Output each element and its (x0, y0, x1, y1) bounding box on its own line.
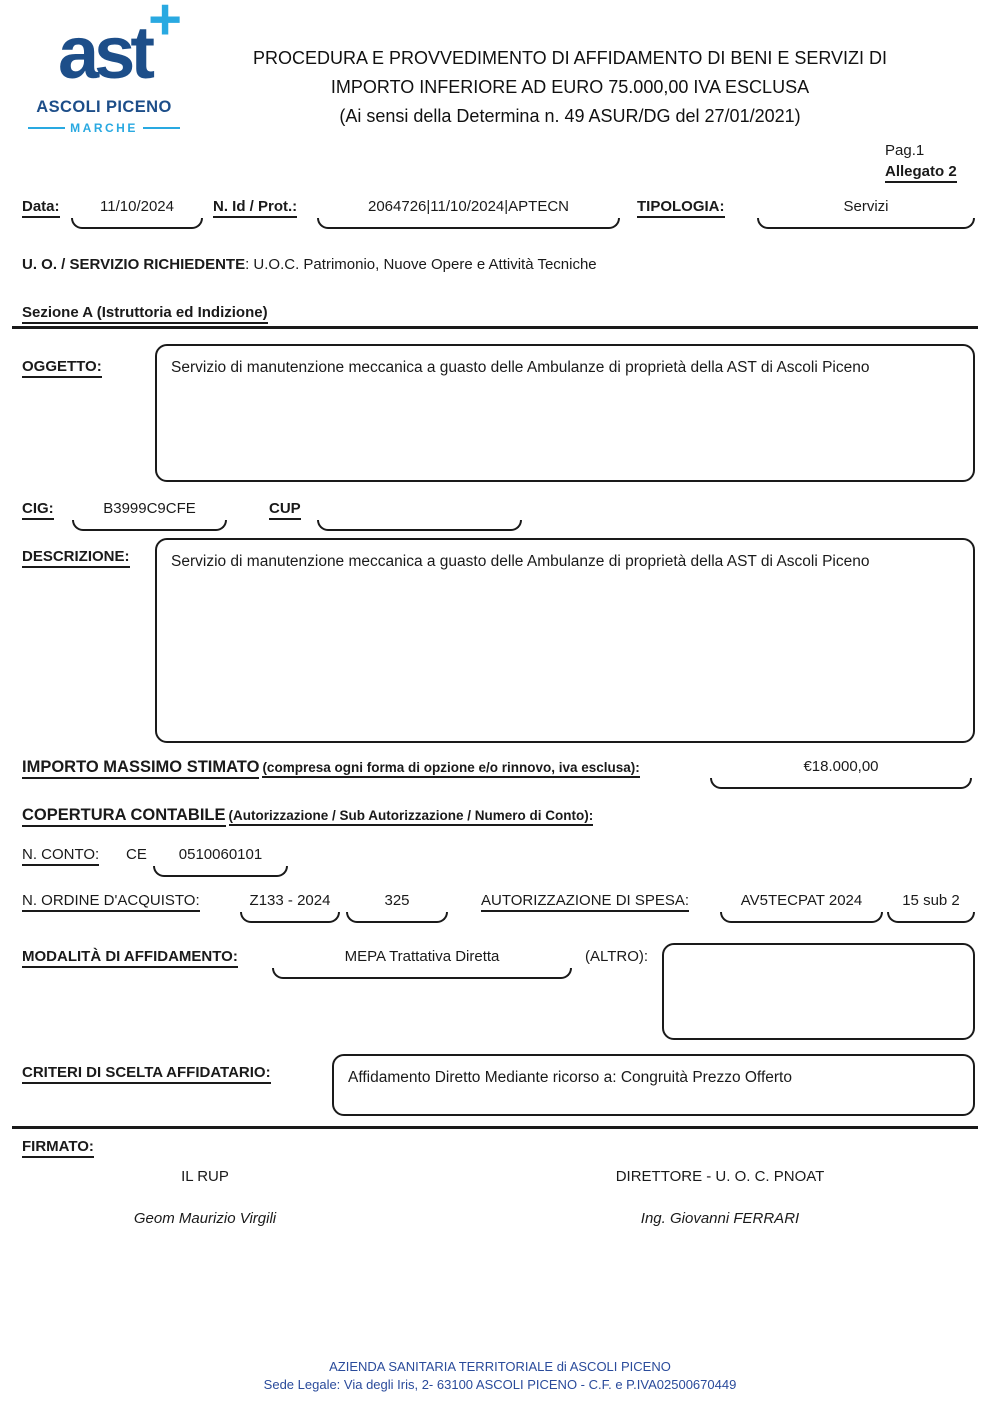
attachment-label: Allegato 2 (885, 163, 957, 180)
conto-field-bracket (153, 866, 288, 877)
data-field-bracket (71, 218, 203, 229)
logo-rule-right (143, 127, 180, 129)
tipologia-label: TIPOLOGIA: (637, 198, 725, 218)
criteri-label: CRITERI DI SCELTA AFFIDATARIO: (22, 1064, 271, 1084)
autorizzazione-field-2-bracket (887, 912, 975, 923)
modalita-field-bracket (272, 968, 572, 979)
cig-label: CIG: (22, 500, 54, 520)
altro-label: (ALTRO): (585, 948, 649, 965)
autorizzazione-field-1-bracket (720, 912, 883, 923)
cig-field: B3999C9CFE (72, 500, 227, 531)
ast-logo-text: ast (58, 11, 150, 94)
rup-role: IL RUP (181, 1168, 229, 1185)
rup-name: Geom Maurizio Virgili (133, 1210, 277, 1227)
firmato-label: FIRMATO: (22, 1138, 94, 1158)
altro-box (662, 943, 975, 1040)
cup-field-bracket (317, 520, 522, 531)
uo-line (22, 256, 597, 273)
logo-region-label (28, 121, 180, 135)
document-footer (0, 1358, 1000, 1394)
conto-label: N. CONTO: (22, 846, 99, 866)
cup-label: CUP (269, 500, 301, 520)
footer-line-1: AZIENDA SANITARIA TERRITORIALE di ASCOLI PICENO (329, 1359, 671, 1374)
copertura-labels (22, 806, 593, 825)
prot-label: N. Id / Prot.: (213, 198, 297, 218)
autorizzazione-label: AUTORIZZAZIONE DI SPESA: (481, 892, 689, 912)
title-line-2: IMPORTO INFERIORE AD EURO 75.000,00 IVA ESCLUSA (330, 77, 810, 97)
page-number: Pag.1 (885, 142, 925, 159)
modalita-field: MEPA Trattativa Diretta (272, 948, 572, 979)
footer-line-2: Sede Legale: Via degli Iris, 2- 63100 ASCOLI PICENO - C.F. e P.IVA02500670449 (263, 1377, 737, 1392)
oggetto-label: OGGETTO: (22, 358, 102, 378)
uo-label: U. O. / SERVIZIO RICHIEDENTE (22, 256, 246, 273)
prot-field: 2064726|11/10/2024|APTECN (317, 198, 620, 229)
oggetto-value: Servizio di manutenzione meccanica a guasto delle Ambulanze di proprietà della AST di Ascoli Piceno (171, 359, 870, 376)
importo-field-bracket (710, 778, 972, 789)
logo-rule-left (28, 127, 65, 129)
importo-label: IMPORTO MASSIMO STIMATO (22, 758, 259, 779)
document-title (185, 44, 955, 131)
prot-field-bracket (317, 218, 620, 229)
ast-logo-wordmark (28, 0, 182, 96)
criteri-value: Affidamento Diretto Mediante ricorso a: Congruità Prezzo Offerto (348, 1069, 792, 1086)
logo-region-text: MARCHE (70, 121, 138, 135)
modalita-label: MODALITÀ DI AFFIDAMENTO: (22, 948, 238, 968)
ordine-label: N. ORDINE D'ACQUISTO: (22, 892, 200, 912)
descrizione-box (155, 538, 975, 743)
plus-icon: + (148, 0, 182, 52)
conto-field: 0510060101 (153, 846, 288, 877)
ordine-field-1: Z133 - 2024 (240, 892, 340, 923)
logo-city-label: ASCOLI PICENO (36, 98, 172, 116)
direttore-name: Ing. Giovanni FERRARI (640, 1210, 800, 1227)
oggetto-box (155, 344, 975, 482)
cig-field-bracket (72, 520, 227, 531)
autorizzazione-field-2: 15 sub 2 (887, 892, 975, 923)
direttore-role: DIRETTORE - U. O. C. PNOAT (615, 1168, 825, 1185)
conto-prefix: CE (126, 846, 147, 863)
data-field: 11/10/2024 (71, 198, 203, 229)
section-a-divider (12, 326, 978, 329)
title-line-1: PROCEDURA E PROVVEDIMENTO DI AFFIDAMENTO DI BENI E SERVIZI DI (252, 48, 888, 68)
copertura-sublabel: (Autorizzazione / Sub Autorizzazione / Numero di Conto): (229, 808, 594, 826)
uo-value: : U.O.C. Patrimonio, Nuove Opere e Attività Tecniche (245, 256, 597, 273)
descrizione-value: Servizio di manutenzione meccanica a guasto delle Ambulanze di proprietà della AST di Ascoli Piceno (171, 553, 870, 570)
descrizione-label: DESCRIZIONE: (22, 548, 130, 568)
autorizzazione-field-1: AV5TECPAT 2024 (720, 892, 883, 923)
data-label: Data: (22, 198, 60, 218)
firmato-divider (12, 1126, 978, 1129)
tipologia-field-bracket (757, 218, 975, 229)
importo-labels (22, 758, 640, 777)
copertura-label: COPERTURA CONTABILE (22, 806, 226, 827)
ast-logo (28, 0, 182, 135)
importo-field: €18.000,00 (710, 758, 972, 789)
ordine-field-1-bracket (240, 912, 340, 923)
tipologia-field: Servizi (757, 198, 975, 229)
section-a-heading: Sezione A (Istruttoria ed Indizione) (22, 304, 268, 324)
importo-sublabel: (compresa ogni forma di opzione e/o rinnovo, iva esclusa): (262, 760, 639, 778)
cup-field (317, 500, 522, 531)
ordine-field-2-bracket (346, 912, 448, 923)
title-line-3: (Ai sensi della Determina n. 49 ASUR/DG del 27/01/2021) (339, 106, 801, 126)
ordine-field-2: 325 (346, 892, 448, 923)
criteri-box (332, 1054, 975, 1116)
